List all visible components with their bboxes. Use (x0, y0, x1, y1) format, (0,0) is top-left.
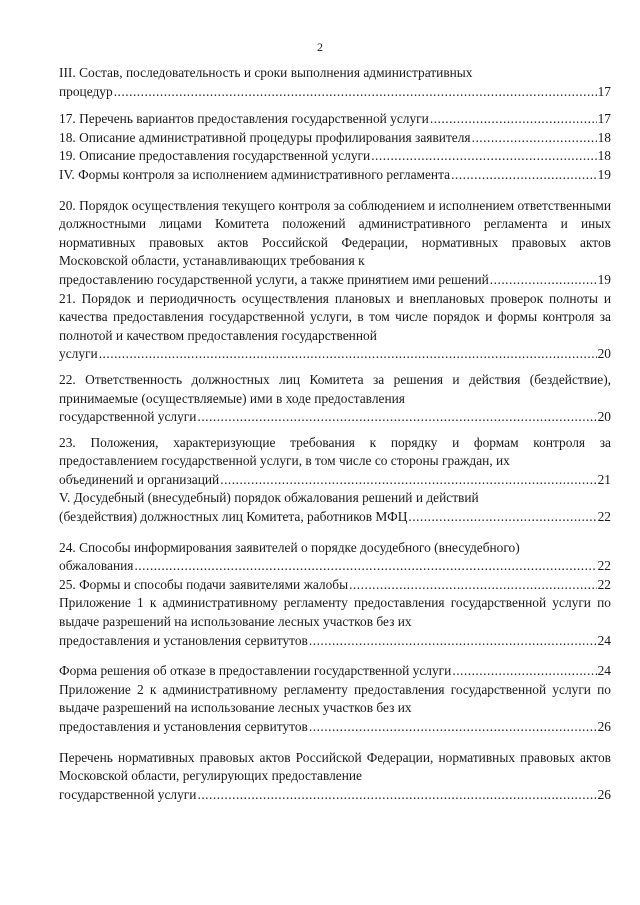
toc-page-number: 26 (597, 786, 611, 802)
toc-page-number: 24 (597, 632, 611, 648)
toc-entry-text-end: предоставлению государственной услуги, а также принятием ими решений (59, 271, 489, 287)
toc-page-number: 19 (597, 271, 611, 287)
toc-entry-section-4[interactable] (59, 166, 611, 185)
toc-entry-24[interactable] (59, 539, 611, 576)
toc-page-number: 17 (597, 83, 611, 99)
toc-entry-legal-acts-list[interactable] (59, 749, 611, 805)
dot-leader (349, 576, 597, 595)
toc-entry-appendix-2[interactable] (59, 681, 611, 737)
toc-entry-text-end: предоставления и установления сервитутов (59, 719, 308, 734)
toc-entry-25[interactable] (59, 576, 611, 595)
toc-entry-text-end: 25. Формы и способы подачи заявителями жалобы (59, 576, 349, 592)
dot-leader (472, 129, 597, 148)
toc-entry-text: Перечень нормативных правовых актов Российской Федерации, нормативных правовых актов Московской области, регулирующих предоставление (59, 749, 611, 784)
toc-entry-text-end: Форма решения об отказе в предоставлении государственной услуги (59, 663, 452, 679)
toc-entry-text: III. Состав, последовательность и сроки выполнения административных (59, 65, 473, 80)
toc-entry-23[interactable] (59, 434, 611, 490)
dot-leader (452, 662, 596, 681)
toc-entry-text: 21. Порядок и периодичность осуществления плановых и внеплановых проверок полноты и качества предоставления государственной услуги, в том числе порядок и формы контроля за полнотой и качеством предоставления государственной (59, 290, 611, 343)
dot-leader (309, 632, 597, 651)
toc-entry-text: 20. Порядок осуществления текущего контроля за соблюдением и исполнением ответственными должностными лицами Комитета положений административного регламента и иных нормативных правовых актов Российской Федерации, нормативных правовых актов Московской области, устанавливающих требования к (59, 197, 611, 269)
toc-entry-text-end: (бездействия) должностных лиц Комитета, работников МФЦ (59, 509, 408, 525)
toc-entry-text-end: услуги (59, 346, 98, 362)
toc-entry-text-end: процедур (59, 83, 113, 99)
toc-entry-text-end: государственной услуги (59, 409, 197, 425)
toc-entry-text-end: объединений и организаций (59, 471, 220, 487)
toc-page-number: 22 (597, 576, 611, 592)
toc-entry-text-end: предоставления и установления сервитутов (59, 632, 308, 648)
toc-page-number: 22 (597, 509, 611, 525)
toc-page-number: 20 (597, 346, 611, 362)
toc-page-number: 20 (597, 409, 611, 425)
toc-entry-text: Приложение 1 к административному регламенту предоставления государственной услуги по выдаче разрешений на использование лесных участков без их (59, 595, 611, 630)
toc-entry-refusal-form[interactable] (59, 662, 611, 681)
toc-page-number: 19 (597, 166, 611, 182)
dot-leader (134, 557, 596, 576)
page-number: 2 (317, 40, 323, 54)
toc-entry-section-5[interactable] (59, 489, 611, 526)
toc-entry-18[interactable] (59, 129, 611, 148)
toc-page-number: 18 (597, 148, 611, 164)
toc-entry-text-end: 18. Описание административной процедуры профилирования заявителя (59, 129, 471, 145)
dot-leader (408, 508, 596, 527)
dot-leader (430, 110, 597, 129)
toc-page-number: 18 (597, 129, 611, 145)
dot-leader (309, 718, 597, 737)
dot-leader (99, 345, 597, 364)
dot-leader (114, 83, 597, 102)
dot-leader (197, 408, 596, 427)
dot-leader (220, 471, 596, 490)
table-of-contents (59, 64, 611, 804)
toc-page-number: 21 (597, 471, 611, 487)
toc-entry-text: 23. Положения, характеризующие требования к порядку и формам контроля за предоставлением государственной услуги, в том числе со стороны граждан, их (59, 434, 611, 469)
toc-entry-text: V. Досудебный (внесудебный) порядок обжалования решений и действий (59, 490, 479, 506)
toc-entry-appendix-1[interactable] (59, 594, 611, 650)
toc-entry-text-end: обжалования (59, 558, 134, 574)
dot-leader (490, 271, 597, 290)
toc-entry-text-end: 19. Описание предоставления государственной услуги (59, 148, 371, 164)
toc-page-number: 22 (597, 558, 611, 574)
toc-entry-19[interactable] (59, 147, 611, 166)
toc-entry-text: Приложение 2 к административному регламенту предоставления государственной услуги по выдаче разрешений на использование лесных участков без их (59, 681, 611, 716)
toc-entry-text: 22. Ответственность должностных лиц Комитета за решения и действия (бездействие), принимаемые (осуществляемые) ими в ходе предоставления (59, 371, 611, 406)
toc-entry-text-end: 17. Перечень вариантов предоставления государственной услуги (59, 111, 429, 127)
toc-page-number: 17 (597, 111, 611, 127)
toc-entry-text-end: государственной услуги (59, 786, 197, 802)
toc-entry-17[interactable] (59, 110, 611, 129)
toc-entry-text-end: IV. Формы контроля за исполнением административного регламента (59, 166, 451, 182)
dot-leader (371, 147, 596, 166)
toc-entry-text: 24. Способы информирования заявителей о порядке досудебного (внесудебного) (59, 539, 520, 555)
toc-entry-21[interactable] (59, 290, 611, 364)
toc-page-number: 26 (597, 719, 611, 734)
toc-entry-20[interactable] (59, 197, 611, 290)
toc-entry-22[interactable] (59, 371, 611, 427)
toc-entry-section-3[interactable] (59, 64, 611, 101)
dot-leader (451, 166, 597, 185)
dot-leader (197, 786, 596, 805)
toc-page-number: 24 (597, 663, 611, 679)
